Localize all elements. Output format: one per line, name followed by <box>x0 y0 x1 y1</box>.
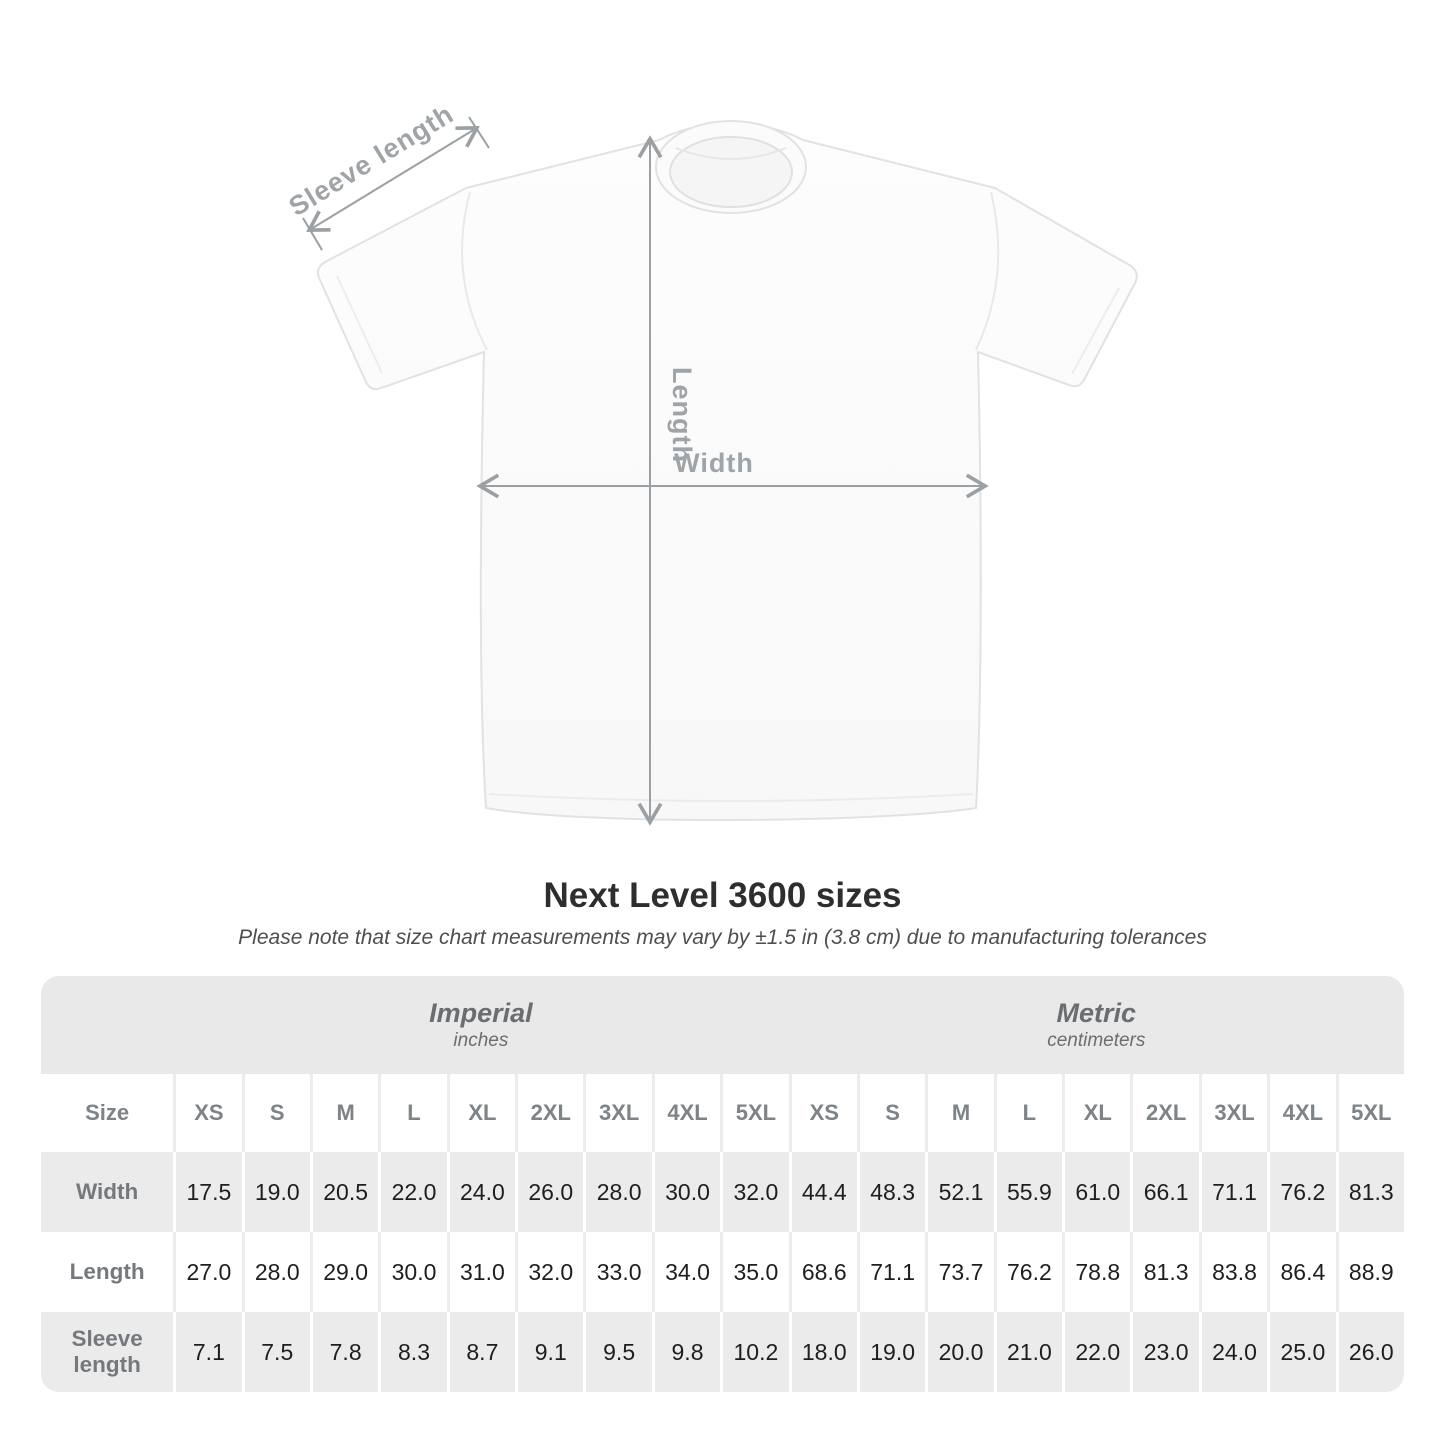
sleeve-metric-l: 21.0 <box>994 1312 1062 1392</box>
sleeve-imperial-l: 8.3 <box>378 1312 446 1392</box>
sleeve-metric-xs: 18.0 <box>789 1312 857 1392</box>
sleeve-imperial-s: 7.5 <box>242 1312 310 1392</box>
width-imperial-m: 20.5 <box>310 1152 378 1232</box>
sleeve-metric-s: 19.0 <box>857 1312 925 1392</box>
length-metric-2xl: 81.3 <box>1130 1232 1198 1312</box>
length-imperial-4xl: 34.0 <box>652 1232 720 1312</box>
size-header-imperial-s: S <box>242 1074 310 1152</box>
sleeve-metric-m: 20.0 <box>925 1312 993 1392</box>
length-imperial-s: 28.0 <box>242 1232 310 1312</box>
sleeve-metric-5xl: 26.0 <box>1336 1312 1404 1392</box>
size-table <box>41 976 1404 1392</box>
metric-unit: centimeters <box>1047 1029 1146 1051</box>
band-spacer <box>41 976 173 1074</box>
sleeve-length-row <box>41 1312 1404 1392</box>
length-metric-xl: 78.8 <box>1062 1232 1130 1312</box>
length-imperial-2xl: 32.0 <box>515 1232 583 1312</box>
width-imperial-2xl: 26.0 <box>515 1152 583 1232</box>
sleeve-imperial-3xl: 9.5 <box>583 1312 651 1392</box>
sleeve-imperial-4xl: 9.8 <box>652 1312 720 1392</box>
size-header-imperial-5xl: 5XL <box>720 1074 788 1152</box>
size-header-imperial-xs: XS <box>173 1074 241 1152</box>
width-row <box>41 1152 1404 1232</box>
width-metric-2xl: 66.1 <box>1130 1152 1198 1232</box>
metric-title: Metric <box>1056 997 1137 1028</box>
width-imperial-s: 19.0 <box>242 1152 310 1232</box>
width-imperial-l: 22.0 <box>378 1152 446 1232</box>
length-metric-3xl: 83.8 <box>1199 1232 1267 1312</box>
width-imperial-xl: 24.0 <box>447 1152 515 1232</box>
size-header-metric-s: S <box>857 1074 925 1152</box>
size-header-imperial-l: L <box>378 1074 446 1152</box>
row-label-length: Length <box>41 1232 173 1312</box>
length-metric-s: 71.1 <box>857 1232 925 1312</box>
size-header-metric-5xl: 5XL <box>1336 1074 1404 1152</box>
sleeve-metric-2xl: 23.0 <box>1130 1312 1198 1392</box>
size-header-imperial-xl: XL <box>447 1074 515 1152</box>
width-metric-m: 52.1 <box>925 1152 993 1232</box>
size-column-header: Size <box>41 1074 173 1152</box>
size-header-row <box>41 1074 1404 1152</box>
sleeve-metric-3xl: 24.0 <box>1199 1312 1267 1392</box>
page-title: Next Level 3600 sizes <box>543 876 902 915</box>
width-imperial-4xl: 30.0 <box>652 1152 720 1232</box>
width-imperial-3xl: 28.0 <box>583 1152 651 1232</box>
size-header-metric-4xl: 4XL <box>1267 1074 1335 1152</box>
size-header-imperial-m: M <box>310 1074 378 1152</box>
imperial-title: Imperial <box>429 997 533 1028</box>
size-header-metric-l: L <box>994 1074 1062 1152</box>
length-imperial-xl: 31.0 <box>447 1232 515 1312</box>
sleeve-imperial-5xl: 10.2 <box>720 1312 788 1392</box>
page-subtitle: Please note that size chart measurements may vary by ±1.5 in (3.8 cm) due to manufacturing tolerances <box>238 926 1207 949</box>
size-header-imperial-4xl: 4XL <box>652 1074 720 1152</box>
imperial-unit: inches <box>453 1029 509 1051</box>
size-header-imperial-3xl: 3XL <box>583 1074 651 1152</box>
width-imperial-xs: 17.5 <box>173 1152 241 1232</box>
length-imperial-5xl: 35.0 <box>720 1232 788 1312</box>
width-metric-5xl: 81.3 <box>1336 1152 1404 1232</box>
sleeve-metric-4xl: 25.0 <box>1267 1312 1335 1392</box>
unit-band-row <box>41 976 1404 1074</box>
length-metric-l: 76.2 <box>994 1232 1062 1312</box>
length-metric-m: 73.7 <box>925 1232 993 1312</box>
metric-section-header <box>789 976 1404 1074</box>
length-imperial-l: 30.0 <box>378 1232 446 1312</box>
size-header-imperial-2xl: 2XL <box>515 1074 583 1152</box>
size-header-metric-xl: XL <box>1062 1074 1130 1152</box>
title-block <box>0 876 1445 950</box>
length-imperial-3xl: 33.0 <box>583 1232 651 1312</box>
length-metric-xs: 68.6 <box>789 1232 857 1312</box>
width-imperial-5xl: 32.0 <box>720 1152 788 1232</box>
sleeve-imperial-m: 7.8 <box>310 1312 378 1392</box>
width-label: Width <box>674 448 754 478</box>
length-imperial-xs: 27.0 <box>173 1232 241 1312</box>
width-metric-4xl: 76.2 <box>1267 1152 1335 1232</box>
width-metric-xl: 61.0 <box>1062 1152 1130 1232</box>
size-header-metric-2xl: 2XL <box>1130 1074 1198 1152</box>
sleeve-metric-xl: 22.0 <box>1062 1312 1130 1392</box>
sleeve-length-label: Sleeve length <box>283 98 459 222</box>
length-label: Length <box>667 367 697 463</box>
row-label-sleeve-length: Sleeve length <box>41 1312 173 1392</box>
size-table-container <box>41 976 1404 1392</box>
length-metric-4xl: 86.4 <box>1267 1232 1335 1312</box>
width-metric-l: 55.9 <box>994 1152 1062 1232</box>
length-row <box>41 1232 1404 1312</box>
sleeve-imperial-2xl: 9.1 <box>515 1312 583 1392</box>
size-header-metric-m: M <box>925 1074 993 1152</box>
size-header-metric-xs: XS <box>789 1074 857 1152</box>
sleeve-imperial-xs: 7.1 <box>173 1312 241 1392</box>
row-label-width: Width <box>41 1152 173 1232</box>
width-metric-xs: 44.4 <box>789 1152 857 1232</box>
length-metric-5xl: 88.9 <box>1336 1232 1404 1312</box>
size-header-metric-3xl: 3XL <box>1199 1074 1267 1152</box>
width-metric-3xl: 71.1 <box>1199 1152 1267 1232</box>
width-metric-s: 48.3 <box>857 1152 925 1232</box>
length-imperial-m: 29.0 <box>310 1232 378 1312</box>
collar-opening <box>670 137 792 207</box>
sleeve-imperial-xl: 8.7 <box>447 1312 515 1392</box>
imperial-section-header <box>173 976 788 1074</box>
